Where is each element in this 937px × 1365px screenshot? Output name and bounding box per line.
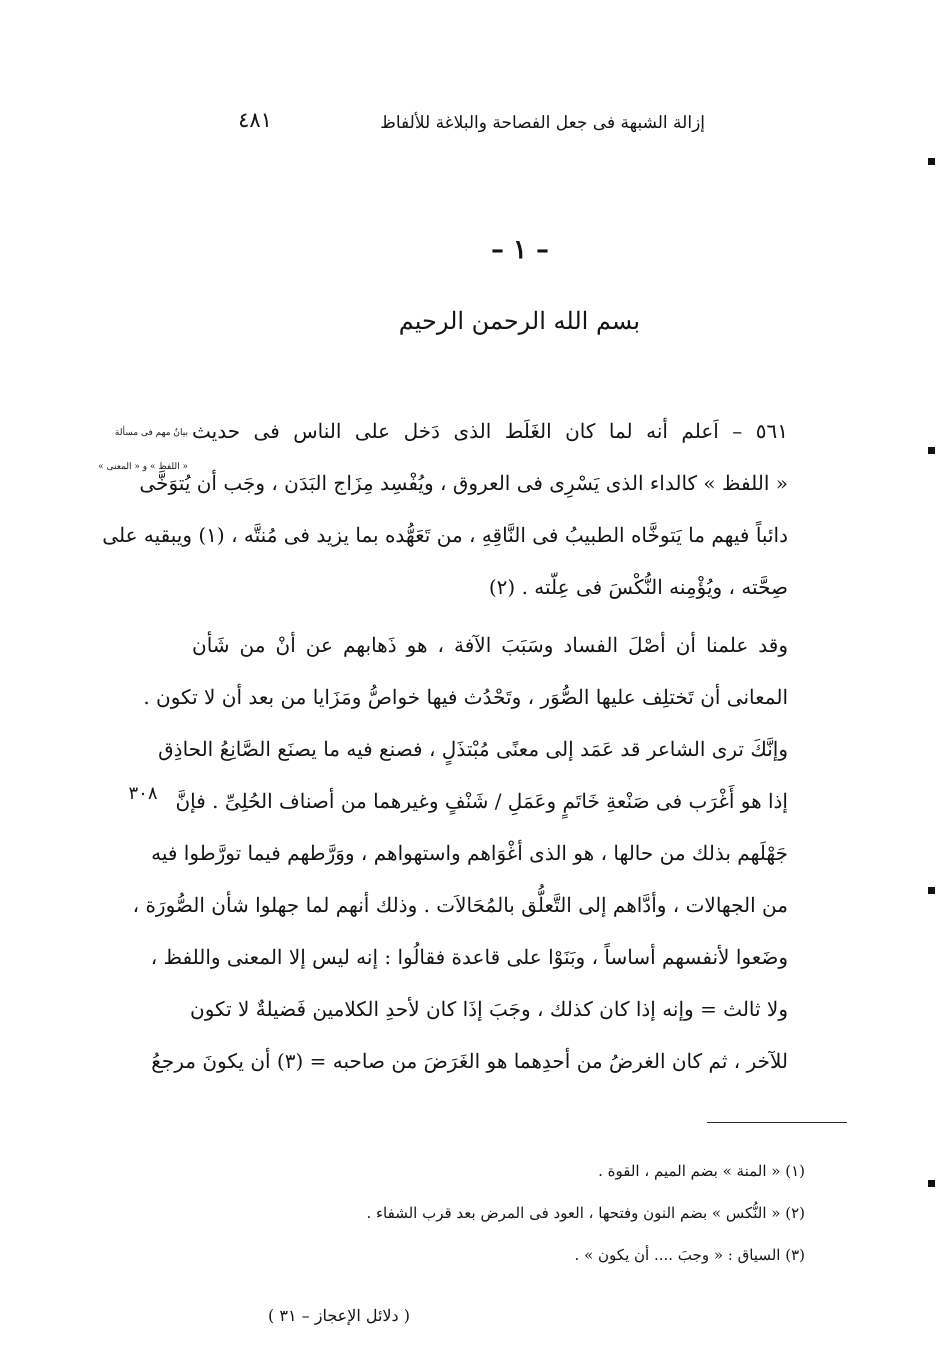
- text-line: المعانى أن تَختلِف عليها الصُّوَر ، وتَحْدُث فيها خواصُّ ومَزَايا من بعد أن لا تكون .: [143, 685, 788, 709]
- footnote: (٣) السياق : « وجبَ .... أن يكون » .: [574, 1246, 805, 1264]
- text-line: ٥٦١ – اَعلم أنه لما كان الغَلَط الذى دَخل على الناس فى حديث: [192, 419, 788, 443]
- footnote: (١) « المنة » بضم الميم ، القوة .: [598, 1162, 805, 1180]
- scan-edge-mark: [928, 1180, 935, 1187]
- footnote: (٢) « النُّكس » بضم النون وفتحها ، العود فى المرض بعد قرب الشفاء .: [366, 1204, 805, 1222]
- margin-note-line: بيانٌ مهم فى مسألة: [114, 428, 188, 438]
- text-line: وقد علمنا أن أصْلَ الفساد وسَبَبَ الآفة ، هو ذَهابهم عن أنْ من شَأن: [192, 633, 788, 657]
- scan-edge-mark: [928, 887, 935, 894]
- text-line: من الجهالات ، وأدَّاهم إلى التَّعلُّق بالمُحَالاَت . وذلك أنهم لما جهلوا شأن الصُّورَة ،: [132, 893, 788, 917]
- text-line: ولا ثالث = وإنه إذا كان كذلك ، وجَبَ إذَا كان لأحدِ الكلامين فَضيلةٌ لا تكون: [190, 997, 788, 1021]
- margin-note-line: « اللفظ » و « المعنى »: [98, 462, 188, 472]
- text-line: صِحَّته ، ويُؤْمِنه النُّكْسَ فى عِلّته . (٢): [488, 575, 788, 599]
- printer-signature: ( دلائل الإعجاز – ٣١ ): [268, 1306, 410, 1325]
- text-line: وضَعوا لأنفسهم أساساً ، وبَنَوْا على قاعدة فقالُوا : إنه ليس إلا المعنى واللفظ ،: [150, 945, 788, 969]
- text-line: وإنَّكَ ترى الشاعر قد عَمَد إلى معنًى مُبْتذَلٍ ، فصنع فيه ما يصنَع الصَّانِعُ الحاذِق: [158, 737, 788, 761]
- text-line: للآخر ، ثم كان الغرضُ من أحدِهما هو الغَرَضَ من صاحبه = (٣) أن يكونَ مرجعُ: [151, 1049, 788, 1073]
- footnotes: [300, 1150, 805, 1276]
- page-number: ٤٨١: [238, 108, 272, 132]
- running-header-title: إزالة الشبهة فى جعل الفصاحة والبلاغة للألفاظ: [380, 113, 705, 133]
- text-line: « اللفظ » كالداء الذى يَسْرِى فى العروق ، ويُفْسِد مِزَاج البَدَن ، وجَب أن يُتوَخَّى: [139, 471, 788, 495]
- footnote-divider: [707, 1122, 847, 1123]
- scan-edge-mark: [928, 158, 935, 165]
- text-line: جَهْلَهم بذلك من حالها ، هو الذى أغْوَاهم واستهواهم ، ووَرَّطهم فيما تورَّطوا فيه: [151, 841, 788, 865]
- basmala-heading: بسم الله الرحمن الرحيم: [398, 307, 640, 335]
- text-line: دائباً فيهم ما يَتوخَّاه الطبيبُ فى النَّاقِهِ ، من تَعَهُّده بما يزيد فى مُنتَّه ، (١) ويبقيه على: [102, 523, 788, 547]
- scan-edge-mark: [928, 447, 935, 454]
- margin-page-reference: ٣٠٨: [128, 783, 158, 804]
- text-line: إذا هو أَغْرَب فى صَنْعةِ خَاتَمٍ وعَمَلِ / شَنْفٍ وغيرهما من أصناف الحُلِىِّ . فإنَّ: [175, 789, 788, 813]
- section-number: – ١ –: [490, 235, 550, 265]
